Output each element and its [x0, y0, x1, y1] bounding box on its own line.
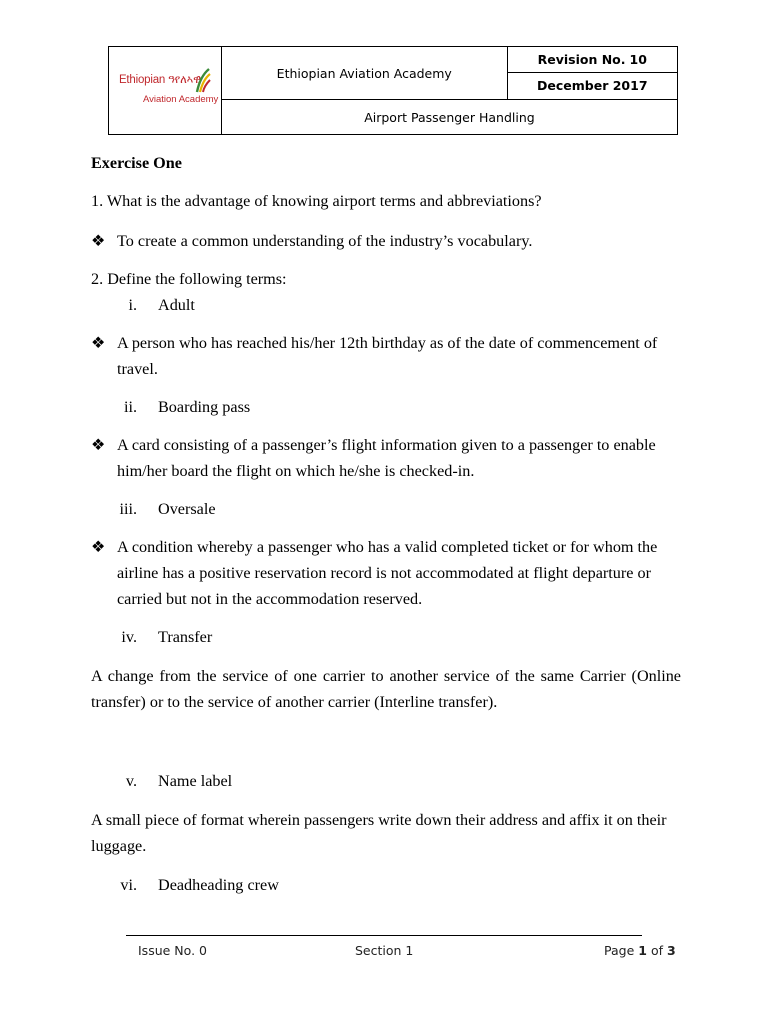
- page-word: Page: [604, 943, 635, 958]
- term-numeral: vi.: [120, 876, 137, 894]
- page-current: 1: [638, 943, 647, 958]
- term-definition: A change from the service of one carrier to another service of the same Carrier (Online transfer) or to the service of another carrier (Interline transfer).: [91, 667, 681, 711]
- term-label: Adult: [158, 296, 195, 314]
- question-2: 2. Define the following terms:: [91, 270, 287, 288]
- term-label: Name label: [158, 772, 233, 790]
- revision-label: Revision No.: [537, 52, 626, 67]
- logo-wing-icon: [195, 68, 211, 94]
- revision-date: December 2017: [537, 78, 648, 93]
- question-1: 1. What is the advantage of knowing airport terms and abbreviations?: [91, 192, 542, 210]
- term-numeral: ii.: [123, 398, 137, 416]
- term-label: Oversale: [158, 500, 216, 518]
- academy-name: Ethiopian Aviation Academy: [276, 65, 452, 81]
- footer-divider: [126, 935, 642, 936]
- bullet-icon: ❖: [91, 436, 106, 454]
- term-numeral: i.: [128, 296, 137, 314]
- term-numeral: v.: [125, 772, 137, 790]
- term-label: Boarding pass: [158, 398, 251, 416]
- bullet-icon: ❖: [91, 232, 106, 250]
- term-label: Transfer: [158, 628, 213, 646]
- logo-cell: [109, 47, 222, 135]
- revision-cell: [507, 47, 677, 100]
- term-definition: A card consisting of a passenger’s flight information given to a passenger to enable him/her board the flight on which he/she is checked-in.: [117, 436, 656, 480]
- course-cell: [221, 100, 677, 135]
- course-title: Airport Passenger Handling: [364, 109, 535, 125]
- footer-section: Section 1: [355, 943, 414, 958]
- term-label: Deadheading crew: [158, 876, 279, 894]
- answer-1: To create a common understanding of the industry’s vocabulary.: [117, 232, 533, 250]
- academy-logo: [115, 66, 219, 116]
- page-total: 3: [666, 943, 676, 958]
- term-definition: A condition whereby a passenger who has a valid completed ticket or for whom the airline has a positive reservation record is not accommodated at flight departure or carried but not in the accommodation reserved.: [117, 538, 658, 608]
- term-definition: A person who has reached his/her 12th birthday as of the date of commencement of travel.: [117, 334, 658, 378]
- term-definition: A small piece of format wherein passengers write down their address and affix it on their luggage.: [91, 811, 667, 855]
- term-numeral: iv.: [121, 628, 137, 646]
- bullet-icon: ❖: [91, 538, 106, 556]
- footer-issue: Issue No. 0: [138, 943, 207, 958]
- of-word: of: [650, 943, 663, 958]
- revision-number: 10: [629, 52, 647, 67]
- exercise-title: Exercise One: [91, 154, 182, 172]
- logo-text-line1: Ethiopian ዓየለኣዊ: [118, 73, 201, 86]
- logo-text-line2: Aviation Academy: [142, 93, 219, 105]
- document-header: [108, 46, 678, 135]
- academy-name-cell: [221, 47, 507, 100]
- bullet-icon: ❖: [91, 334, 106, 352]
- footer-page-number: [604, 943, 676, 958]
- term-numeral: iii.: [119, 500, 137, 518]
